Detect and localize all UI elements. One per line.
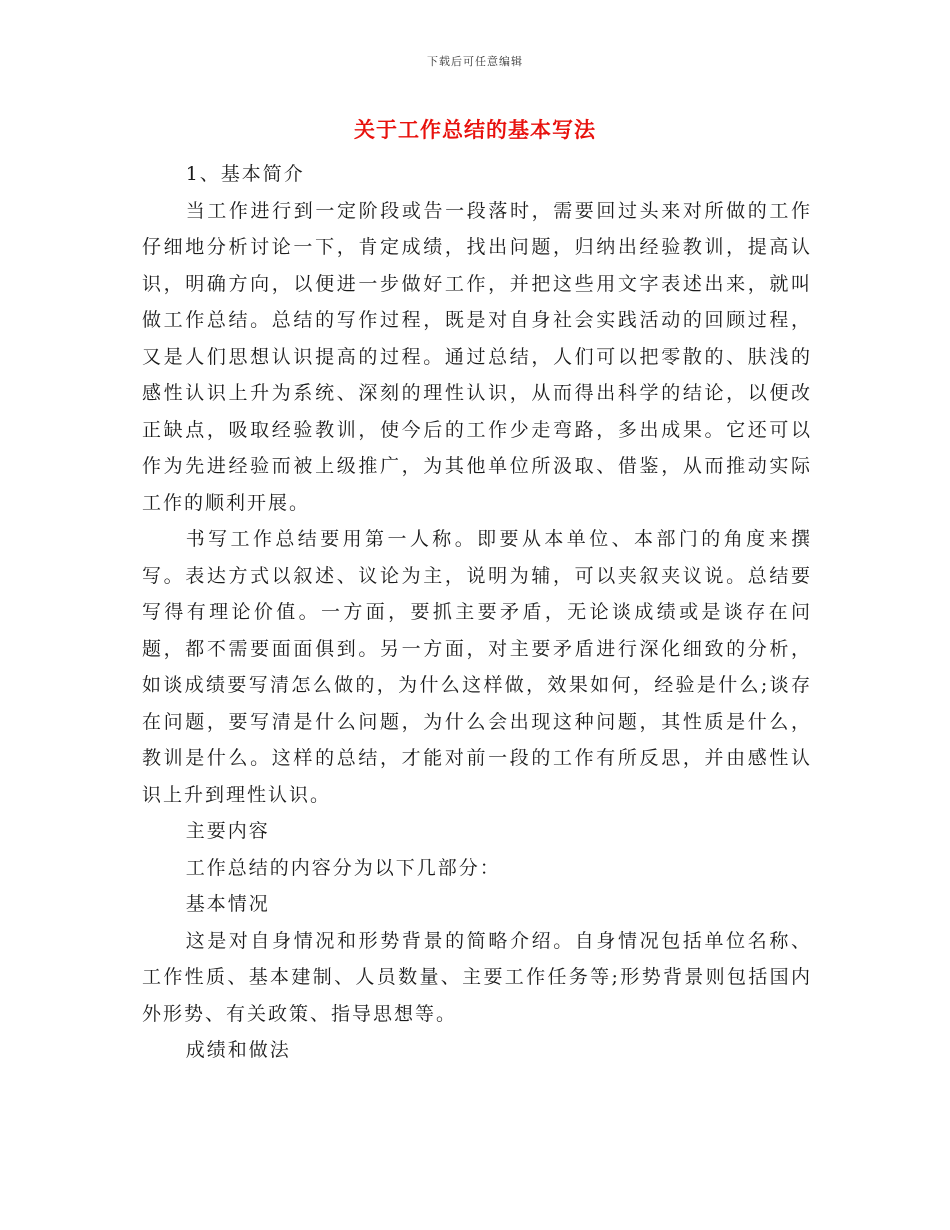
section-heading-content: 主要内容 — [185, 820, 270, 842]
paragraph-content-parts: 工作总结的内容分为以下几部分： — [185, 856, 501, 879]
section-heading-intro: 1、基本简介 — [185, 163, 305, 185]
section-heading-achievements: 成绩和做法 — [185, 1039, 291, 1061]
paragraph-basic-situation: 这是对自身情况和形势背景的简略介绍。自身情况包括单位名称、工作性质、基本建制、人员数量、主要工作任务等;形势背景则包括国内外形势、有关政策、指导思想等。 — [142, 929, 812, 1025]
paragraph-definition: 当工作进行到一定阶段或告一段落时，需要回过头来对所做的工作仔细地分析讨论一下，肯定成绩，找出问题，归纳出经验教训，提高认识，明确方向，以便进一步做好工作，并把这些用文字表述出来，就叫做工作总结。总结的写作过程，既是对自身社会实践活动的回顾过程，又是人们思想认识提高的过程。通过总结，人们可以把零散的、肤浅的感性认识上升为系统、深刻的理性认识，从而得出科学的结论，以便改正缺点，吸取经验教训，使今后的工作少走弯路，多出成果。它还可以作为先进经验而被上级推广，为其他单位所汲取、借鉴，从而推动实际工作的顺利开展。 — [142, 199, 812, 514]
document-title: 关于工作总结的基本写法 — [354, 117, 596, 142]
paragraph-writing-rules: 书写工作总结要用第一人称。即要从本单位、本部门的角度来撰写。表达方式以叙述、议论为主，说明为辅，可以夹叙夹议说。总结要写得有理论价值。一方面，要抓主要矛盾，无论谈成绩或是谈存在问题，都不需要面面俱到。另一方面，对主要矛盾进行深化细致的分析，如谈成绩要写清怎么做的，为什么这样做，效果如何，经验是什么;谈存在问题，要写清是什么问题，为什么会出现这种问题，其性质是什么，教训是什么。这样的总结，才能对前一段的工作有所反思，并由感性认识上升到理性认识。 — [142, 528, 812, 806]
section-heading-basic-situation: 基本情况 — [185, 893, 270, 915]
header-note: 下载后可任意编辑 — [427, 55, 523, 68]
document-body — [142, 156, 812, 1069]
